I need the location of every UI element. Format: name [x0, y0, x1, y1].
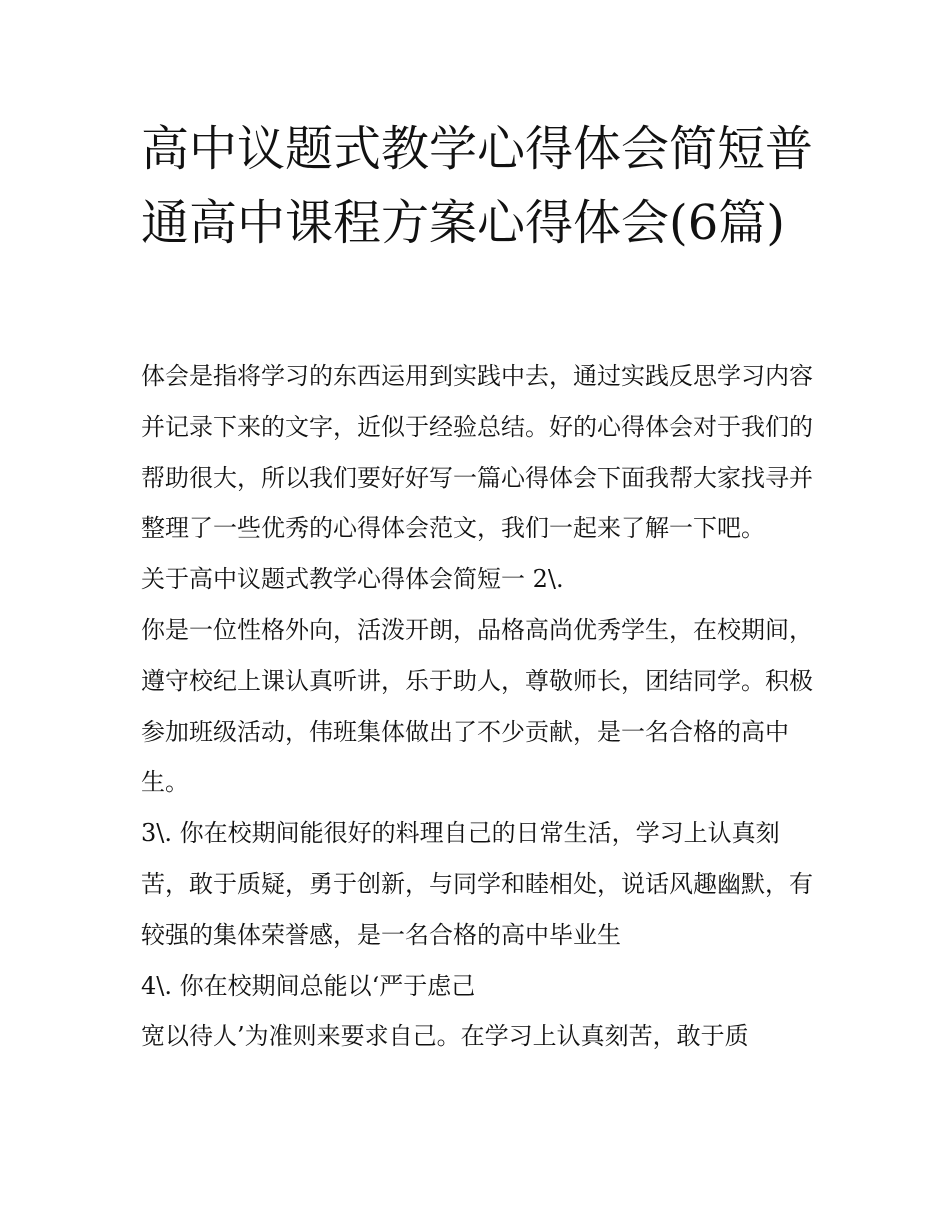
intro-paragraph: 体会是指将学习的东西运用到实践中去，通过实践反思学习内容并记录下来的文字，近似于经验总结。好的心得体会对于我们的帮助很大，所以我们要好好写一篇心得体会下面我帮大家找寻并整理了一些优秀的心得体会范文，我们一起来了解一下吧。 — [141, 362, 813, 543]
comment-paragraph-4: 4\. 你在校期间总能以‘严于虑己 — [141, 971, 476, 1000]
comment-paragraph-3: 3\. 你在校期间能很好的料理自己的日常生活，学习上认真刻苦，敢于质疑，勇于创新，与同学和睦相处，说话风趣幽默，有较强的集体荣誉感，是一名合格的高中毕业生 — [141, 819, 813, 949]
document-body — [141, 351, 821, 1062]
document-title: 高中议题式教学心得体会简短普通高中课程方案心得体会(6篇) — [141, 121, 814, 251]
section-heading: 关于高中议题式教学心得体会简短一 2\. — [141, 565, 564, 594]
comment-paragraph-1: 你是一位性格外向，活泼开朗，品格高尚优秀学生，在校期间，遵守校纪上课认真听讲，乐于助人，尊敬师长，团结同学。积极参加班级活动，伟班集体做出了不少贡献，是一名合格的高中生。 — [141, 615, 813, 797]
comment-paragraph-4-continued: 宽以待人’为准则来要求自己。在学习上认真刻苦，敢于质 — [141, 1022, 749, 1051]
